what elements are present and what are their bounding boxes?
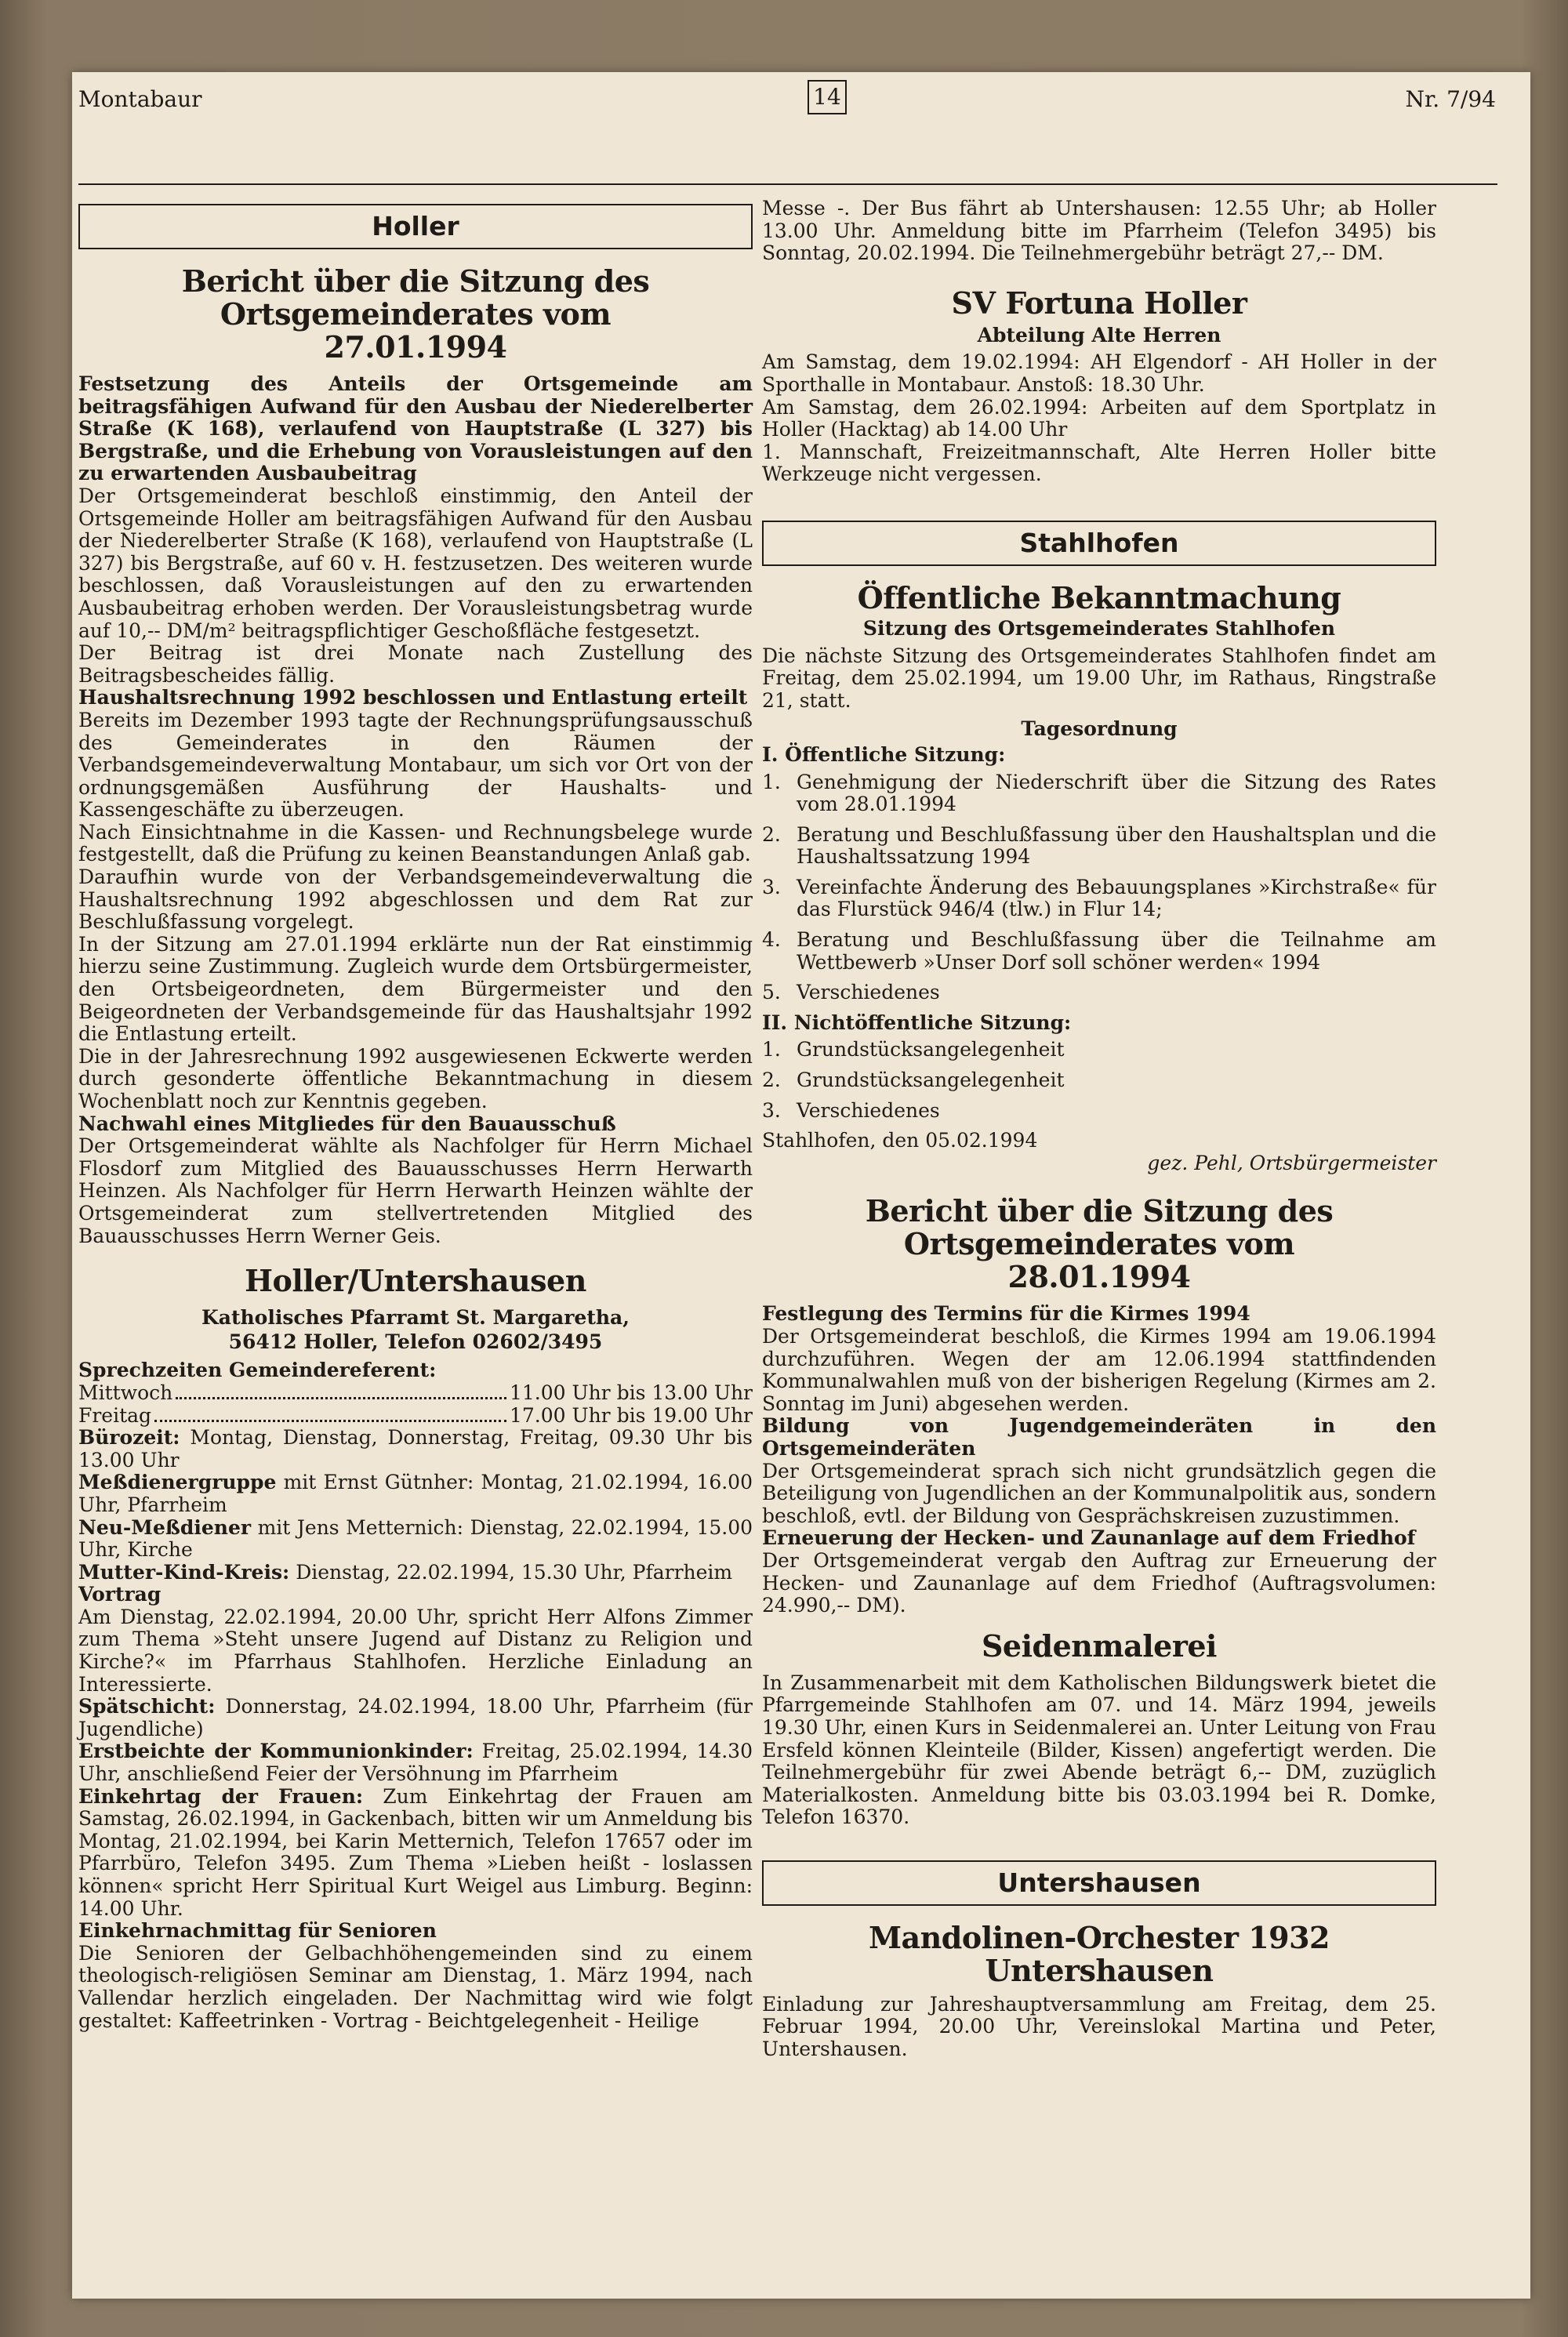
paragraph: Der Ortsgemeinderat beschloß einstimmig, den Anteil der Ortsgemeinde Holler am beitragsfähigen Aufwand für den Ausbau der Niederelberter Straße (K 168), verlaufend von Hauptstraße (L 327) bis Bergstraße, auf 60 v. H. festzusetzen. Des weiteren wurde beschlossen, daß Vorausleistungen auf den zu erwartenden Ausbaubeitrag erhoben werden. Der Vorausleistungsbetrag wurde auf 10,-- DM/m² beitragspflichtiger Geschoßfläche festgesetzt.	[78, 484, 753, 642]
paragraph: Der Ortsgemeinderat wählte als Nachfolger für Herrn Michael Flosdorf zum Mitglied des Bauausschusses Herrn Herwarth Heinzen. Als Nachfolger für Herrn Herwarth Heinzen wählte der Ortsgemeinderat zum stellvertretenden Mitglied des Bauausschusses Herrn Werner Geis.	[78, 1134, 753, 1247]
agenda-number: 3.	[762, 875, 781, 898]
agenda-text: Vereinfachte Änderung des Bebauungsplanes »Kirchstraße« für das Flurstück 946/4 (tlw.) in Flur 14;	[797, 875, 1436, 921]
event-text: mit Jens Metternich: Dienstag, 22.02.1994, 15.00 Uhr, Kirche	[78, 1515, 753, 1562]
paragraph: Einladung zur Jahreshauptversammlung am Freitag, dem 25. Februar 1994, 20.00 Uhr, Vereinslokal Martina und Peter, Untershausen.	[762, 1992, 1436, 2061]
agenda-private-list	[762, 1039, 1436, 1122]
item-title-kirmes: Festlegung des Termins für die Kirmes 1994	[762, 1302, 1250, 1326]
day-label: Freitag	[78, 1403, 152, 1427]
paragraph: Daraufhin wurde von der Verbandsgemeindeverwaltung die Haushaltsrechnung 1992 abgeschlossen und dem Rat zur Beschlußfassung vorgelegt.	[78, 865, 753, 934]
agenda-number: 5.	[762, 981, 781, 1004]
headline-holler-bericht: Bericht über die Sitzung des Ortsgemeinderates vom 27.01.1994	[181, 263, 650, 365]
headline-bericht-28: Bericht über die Sitzung des Ortsgemeinderates vom 28.01.1994	[865, 1193, 1334, 1295]
paragraph: Der Beitrag ist drei Monate nach Zustellung des Beitragsbescheides fällig.	[78, 641, 753, 687]
paragraph: 1. Mannschaft, Freizeitmannschaft, Alte Herren Holler bitte Werkzeuge nicht vergessen.	[762, 440, 1436, 486]
notice-signature: gez. Pehl, Ortsbürgermeister	[1147, 1151, 1436, 1174]
paragraph-messe-continuation: Messe -. Der Bus fährt ab Untershausen: 12.55 Uhr; ab Holler 13.00 Uhr. Anmeldung bitte im Pfarrheim (Telefon 3495) bis Sonntag, 20.02.1994. Die Teilnehmergebühr beträgt 27,-- DM.	[762, 197, 1436, 265]
agenda-number: 2.	[762, 1069, 781, 1092]
page-header	[78, 80, 1496, 112]
left-column	[78, 199, 753, 2032]
event-entry	[78, 1786, 753, 1921]
paragraph: Am Samstag, dem 19.02.1994: AH Elgendorf - AH Holler in der Sporthalle in Montabaur. Anstoß: 18.30 Uhr.	[762, 350, 1436, 396]
agenda-item	[762, 824, 1436, 869]
event-text: Dienstag, 22.02.1994, 15.30 Uhr, Pfarrheim	[296, 1560, 733, 1584]
event-label: Spätschicht:	[78, 1695, 216, 1718]
header-issue: Nr. 7/94	[1405, 86, 1496, 112]
office-hours-row	[78, 1382, 753, 1405]
paragraph: Die in der Jahresrechnung 1992 ausgewiesenen Eckwerte werden durch gesonderte öffentliche Bekanntmachung in diesem Wochenblatt noch zur Kenntnis gegeben.	[78, 1044, 753, 1112]
parish-address: 56412 Holler, Telefon 02602/3495	[228, 1330, 603, 1353]
paragraph: In Zusammenarbeit mit dem Katholischen Bildungswerk bietet die Pfarrgemeinde Stahlhofen am 07. und 14. März 1994, jeweils 19.30 Uhr, einen Kurs in Seidenmalerei an. Unter Leitung von Frau Ersfeld können Kleinteile (Bilder, Kissen) angefertigt werden. Die Teilnehmergebühr für zwei Abende beträgt 6,-- DM, zuzüglich Materialkosten. Anmeldung bitte bis 03.03.1994 bei R. Domke, Telefon 16370.	[762, 1671, 1436, 1829]
agenda-item	[762, 1069, 1436, 1092]
event-label: Meßdienergruppe	[78, 1471, 277, 1494]
event-text: Freitag, 25.02.1994, 14.30 Uhr, anschließend Feier der Versöhnung im Pfarrheim	[78, 1740, 753, 1786]
agenda-number: 3.	[762, 1098, 781, 1122]
headline-bekanntmachung: Öffentliche Bekanntmachung	[857, 579, 1341, 615]
header-town: Montabaur	[78, 86, 202, 112]
item-title-friedhof: Erneuerung der Hecken- und Zaunanlage auf dem Friedhof	[762, 1526, 1416, 1550]
section-header-untershausen: Untershausen	[762, 1860, 1436, 1906]
agenda-number: 1.	[762, 1038, 781, 1061]
agenda-public-title: I. Öffentliche Sitzung:	[762, 742, 1006, 766]
agenda-private-title: II. Nichtöffentliche Sitzung:	[762, 1011, 1072, 1034]
event-title-senioren: Einkehrnachmittag für Senioren	[78, 1919, 437, 1943]
event-text: Montag, Dienstag, Donnerstag, Freitag, 09.30 Uhr bis 13.00 Uhr	[78, 1426, 753, 1472]
subhead-sitzung: Sitzung des Ortsgemeinderates Stahlhofen	[862, 616, 1336, 640]
event-title-vortrag: Vortrag	[78, 1583, 162, 1606]
agenda-number: 1.	[762, 770, 781, 793]
event-entry	[78, 1740, 753, 1785]
paragraph: Am Dienstag, 22.02.1994, 20.00 Uhr, spricht Herr Alfons Zimmer zum Thema »Steht unsere Jugend auf Distanz zu Religion und Kirche?« im Pfarrhaus Stahlhofen. Herzliche Einladung an Interessierte.	[78, 1605, 753, 1696]
event-text: Donnerstag, 24.02.1994, 18.00 Uhr, Pfarrheim (für Jugendliche)	[78, 1695, 753, 1740]
event-entry	[78, 1696, 753, 1740]
item-title-jugendgemeinderaete: Bildung von Jugendgemeinderäten in den Ortsgemeinderäten	[762, 1414, 1436, 1460]
paragraph: Die Senioren der Gelbachhöhengemeinden sind zu einem theologisch-religiösen Seminar am Dienstag, 1. März 1994, nach Vallendar herzlich eingeladen. Der Nachmittag wird wie folgt gestaltet: Kaffeetrinken - Vortrag - Beichtgelegenheit - Heilige	[78, 1941, 753, 2032]
item-title-festsetzung: Festsetzung des Anteils der Ortsgemeinde am beitragsfähigen Aufwand für den Ausbau der Niederelberter Straße (K 168), verlaufend von Hauptstraße (L 327) bis Bergstraße, und die Erhebung von Vorausleistungen auf den zu erwartenden Ausbaubeitrag	[78, 372, 753, 485]
office-hours-title: Sprechzeiten Gemeindereferent:	[78, 1359, 437, 1382]
agenda-text: Genehmigung der Niederschrift über die Sitzung des Rates vom 28.01.1994	[797, 770, 1436, 816]
agenda-text: Verschiedenes	[797, 981, 940, 1004]
agenda-title: Tagesordnung	[1021, 717, 1178, 741]
agenda-item	[762, 1100, 1436, 1123]
event-entry	[78, 1472, 753, 1516]
paragraph: Der Ortsgemeinderat sprach sich nicht grundsätzlich gegen die Beteiligung von Jugendlichen an der Kommunalpolitik aus, sondern beschloß, evtl. der Bildung von Gesprächskreisen zuzustimmen.	[762, 1459, 1436, 1527]
agenda-item	[762, 929, 1436, 974]
day-label: Mittwoch	[78, 1381, 173, 1404]
headline-sv-fortuna: SV Fortuna Holler	[951, 285, 1247, 321]
agenda-text: Verschiedenes	[797, 1098, 940, 1122]
section-header-holler: Holler	[78, 204, 753, 249]
item-title-haushaltsrechnung: Haushaltsrechnung 1992 beschlossen und Entlastung erteilt	[78, 686, 748, 709]
time-range: 11.00 Uhr bis 13.00 Uhr	[510, 1381, 753, 1404]
event-label: Bürozeit:	[78, 1426, 180, 1450]
agenda-text: Beratung und Beschlußfassung über die Teilnahme am Wettbewerb »Unser Dorf soll schöner werden« 1994	[797, 928, 1436, 974]
agenda-item	[762, 876, 1436, 921]
header-page-number: 14	[808, 80, 847, 114]
event-label: Neu-Meßdiener	[78, 1515, 252, 1539]
agenda-text: Beratung und Beschlußfassung über den Haushaltsplan und die Haushaltssatzung 1994	[797, 822, 1436, 869]
event-entry	[78, 1562, 753, 1584]
paragraph: In der Sitzung am 27.01.1994 erklärte nun der Rat einstimmig hierzu seine Zustimmung. Zugleich wurde dem Ortsbürgermeister, den Ortsbeigeordneten, dem Bürgermeister und den Beigeordneten der Verbandsgemeinde für das Haushaltsjahr 1992 die Entlastung erteilt.	[78, 932, 753, 1046]
event-text: Zum Einkehrtag der Frauen am Samstag, 26.02.1994, in Gackenbach, bitten wir um Anmeldung bis Montag, 21.02.1994, bei Karin Metternich, Telefon 17657 oder im Pfarrbüro, Telefon 3495. Zum Thema »Lieben heißt - loslassen können« spricht Herr Spiritual Kurt Weigel aus Limburg. Beginn: 14.00 Uhr.	[78, 1784, 753, 1920]
paragraph: Nach Einsichtnahme in die Kassen- und Rechnungsbelege wurde festgestellt, daß die Prüfung zu keinen Beanstandungen Anlaß gab.	[78, 820, 753, 866]
paragraph: Die nächste Sitzung des Ortsgemeinderates Stahlhofen findet am Freitag, dem 25.02.1994, um 19.00 Uhr, im Rathaus, Ringstraße 21, statt.	[762, 644, 1436, 712]
agenda-number: 4.	[762, 928, 781, 952]
event-entry	[78, 1427, 753, 1472]
agenda-item	[762, 1039, 1436, 1061]
event-text: mit Ernst Gütnher: Montag, 21.02.1994, 16.00 Uhr, Pfarrheim	[78, 1471, 753, 1516]
dot-leader	[176, 1397, 506, 1399]
event-entry	[78, 1517, 753, 1562]
section-header-stahlhofen: Stahlhofen	[762, 521, 1436, 566]
event-label: Mutter-Kind-Kreis:	[78, 1560, 290, 1584]
paragraph: Bereits im Dezember 1993 tagte der Rechnungsprüfungsausschuß des Gemeinderates in den Räumen der Verbandsgemeindeverwaltung Montabaur, um sich vor Ort von der ordnungsgemäßen Ausführung der Haushalts- und Kassengeschäfte zu überzeugen.	[78, 708, 753, 822]
time-range: 17.00 Uhr bis 19.00 Uhr	[510, 1403, 753, 1427]
subhead-alte-herren: Abteilung Alte Herren	[977, 323, 1221, 347]
agenda-text: Grundstücksangelegenheit	[797, 1038, 1065, 1061]
item-title-nachwahl: Nachwahl eines Mitgliedes für den Bauausschuß	[78, 1112, 616, 1135]
paragraph: Der Ortsgemeinderat beschloß, die Kirmes 1994 am 19.06.1994 durchzuführen. Wegen der am 12.06.1994 stattfindenden Kommunalwahlen muß von der bisherigen Regelung (Kirmes am 2. Sonntag im Juni) abgesehen werden.	[762, 1325, 1436, 1415]
agenda-item	[762, 982, 1436, 1004]
paragraph: Der Ortsgemeinderat vergab den Auftrag zur Erneuerung der Hecken- und Zaunanlage auf dem Friedhof (Auftragsvolumen: 24.990,-- DM).	[762, 1548, 1436, 1617]
headline-seidenmalerei: Seidenmalerei	[981, 1628, 1217, 1664]
notice-date: Stahlhofen, den 05.02.1994	[762, 1129, 1038, 1152]
headline-holler-untershausen: Holler/Untershausen	[245, 1263, 586, 1299]
agenda-number: 2.	[762, 822, 781, 846]
headline-mandolinen: Mandolinen-Orchester 1932 Untershausen	[868, 1919, 1330, 1988]
right-column	[762, 198, 1436, 2061]
event-label: Erstbeichte der Kommunionkinder:	[78, 1740, 474, 1763]
parish-name: Katholisches Pfarramt St. Margaretha,	[201, 1306, 630, 1330]
office-hours-row	[78, 1405, 753, 1428]
agenda-item	[762, 771, 1436, 816]
agenda-text: Grundstücksangelegenheit	[797, 1069, 1065, 1092]
agenda-public-list	[762, 771, 1436, 1004]
paragraph: Am Samstag, dem 26.02.1994: Arbeiten auf dem Sportplatz in Holler (Hacktag) ab 14.00 Uhr	[762, 395, 1436, 441]
dot-leader	[154, 1420, 506, 1422]
header-rule	[78, 183, 1497, 185]
event-label: Einkehrtag der Frauen:	[78, 1784, 364, 1808]
